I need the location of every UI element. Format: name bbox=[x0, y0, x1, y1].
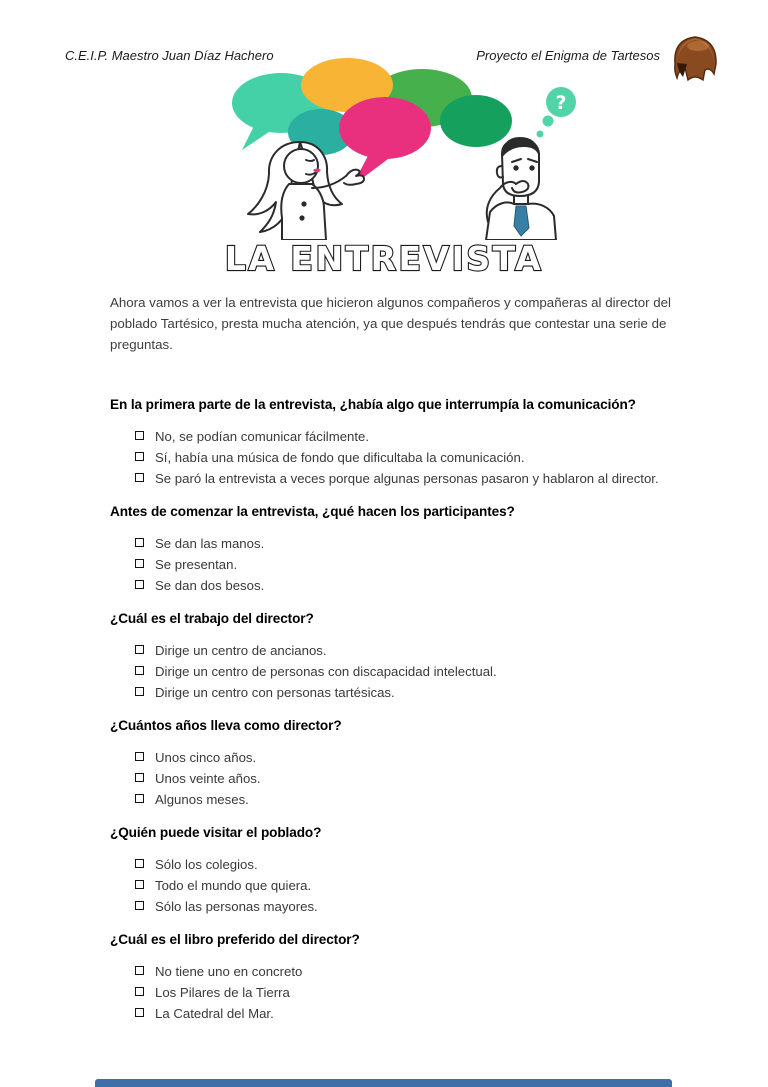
checkbox-icon bbox=[135, 773, 144, 782]
question-mark: ? bbox=[555, 92, 567, 114]
questions-list bbox=[110, 396, 700, 1024]
options-list bbox=[110, 426, 700, 489]
option-label: Se dan las manos. bbox=[155, 536, 265, 551]
checkbox-icon bbox=[135, 452, 144, 461]
page-title: LA ENTREVISTA bbox=[224, 239, 544, 278]
checkbox-icon bbox=[135, 880, 144, 889]
checkbox-icon bbox=[135, 473, 144, 482]
option-label: Se presentan. bbox=[155, 557, 238, 572]
question-bubble bbox=[537, 87, 577, 138]
checkbox-icon bbox=[135, 901, 144, 910]
tartessian-helmet-icon bbox=[668, 33, 722, 83]
option-label: Sí, había una música de fondo que dificultaba la comunicación. bbox=[155, 450, 525, 465]
option-item bbox=[110, 661, 700, 682]
question-block bbox=[110, 824, 700, 917]
checkbox-icon bbox=[135, 859, 144, 868]
checkbox-icon bbox=[135, 645, 144, 654]
option-item bbox=[110, 982, 700, 1003]
title-wrap bbox=[0, 234, 768, 287]
option-label: Los Pilares de la Tierra bbox=[155, 985, 290, 1000]
option-label: No, se podían comunicar fácilmente. bbox=[155, 429, 370, 444]
option-label: Se dan dos besos. bbox=[155, 578, 265, 593]
option-label: Unos cinco años. bbox=[155, 750, 257, 765]
question-block bbox=[110, 717, 700, 810]
question-text: ¿Cuántos años lleva como director? bbox=[110, 718, 342, 733]
option-label: Todo el mundo que quiera. bbox=[155, 878, 312, 893]
option-label: La Catedral del Mar. bbox=[155, 1006, 274, 1021]
options-list bbox=[110, 961, 700, 1024]
option-item bbox=[110, 961, 700, 982]
option-label: Dirige un centro con personas tartésicas. bbox=[155, 685, 395, 700]
question-text: En la primera parte de la entrevista, ¿había algo que interrumpía la comunicación? bbox=[110, 397, 636, 412]
checkbox-icon bbox=[135, 559, 144, 568]
option-item bbox=[110, 468, 700, 489]
option-item bbox=[110, 768, 700, 789]
next-slide-bar[interactable] bbox=[95, 1079, 672, 1087]
option-item bbox=[110, 447, 700, 468]
interview-illustration bbox=[184, 58, 584, 240]
option-item bbox=[110, 575, 700, 596]
content-column bbox=[110, 292, 700, 1038]
option-label: Unos veinte años. bbox=[155, 771, 261, 786]
option-item bbox=[110, 426, 700, 447]
checkbox-icon bbox=[135, 666, 144, 675]
option-label: Algunos meses. bbox=[155, 792, 249, 807]
option-item bbox=[110, 682, 700, 703]
option-item bbox=[110, 747, 700, 768]
option-label: Sólo los colegios. bbox=[155, 857, 258, 872]
checkbox-icon bbox=[135, 687, 144, 696]
question-text: ¿Quién puede visitar el poblado? bbox=[110, 825, 322, 840]
question-text: ¿Cuál es el libro preferido del director? bbox=[110, 932, 360, 947]
option-item bbox=[110, 789, 700, 810]
checkbox-icon bbox=[135, 538, 144, 547]
checkbox-icon bbox=[135, 987, 144, 996]
question-block bbox=[110, 610, 700, 703]
option-label: No tiene uno en concreto bbox=[155, 964, 303, 979]
options-list bbox=[110, 747, 700, 810]
header-project-name: Proyecto el Enigma de Tartesos bbox=[476, 48, 660, 63]
checkbox-icon bbox=[135, 966, 144, 975]
option-label: Se paró la entrevista a veces porque algunas personas pasaron y hablaron al director. bbox=[155, 471, 659, 486]
options-list bbox=[110, 854, 700, 917]
checkbox-icon bbox=[135, 431, 144, 440]
question-text: Antes de comenzar la entrevista, ¿qué hacen los participantes? bbox=[110, 504, 515, 519]
option-item bbox=[110, 533, 700, 554]
checkbox-icon bbox=[135, 794, 144, 803]
option-label: Dirige un centro de ancianos. bbox=[155, 643, 327, 658]
checkbox-icon bbox=[135, 752, 144, 761]
option-item bbox=[110, 554, 700, 575]
option-item bbox=[110, 640, 700, 661]
options-list bbox=[110, 640, 700, 703]
option-item bbox=[110, 896, 700, 917]
checkbox-icon bbox=[135, 580, 144, 589]
option-item bbox=[110, 875, 700, 896]
intro-paragraph: Ahora vamos a ver la entrevista que hicieron algunos compañeros y compañeras al director del poblado Tartésico, presta mucha atención, ya que después tendrás que contestar una serie de preguntas. bbox=[110, 295, 671, 352]
interviewer-figure bbox=[248, 142, 364, 240]
question-text: ¿Cuál es el trabajo del director? bbox=[110, 611, 314, 626]
option-item bbox=[110, 1003, 700, 1024]
question-block bbox=[110, 931, 700, 1024]
option-label: Dirige un centro de personas con discapacidad intelectual. bbox=[155, 664, 497, 679]
question-block bbox=[110, 503, 700, 596]
option-item bbox=[110, 854, 700, 875]
options-list bbox=[110, 533, 700, 596]
checkbox-icon bbox=[135, 1008, 144, 1017]
header-school-name: C.E.I.P. Maestro Juan Díaz Hachero bbox=[65, 48, 274, 63]
question-block bbox=[110, 396, 700, 489]
option-label: Sólo las personas mayores. bbox=[155, 899, 318, 914]
